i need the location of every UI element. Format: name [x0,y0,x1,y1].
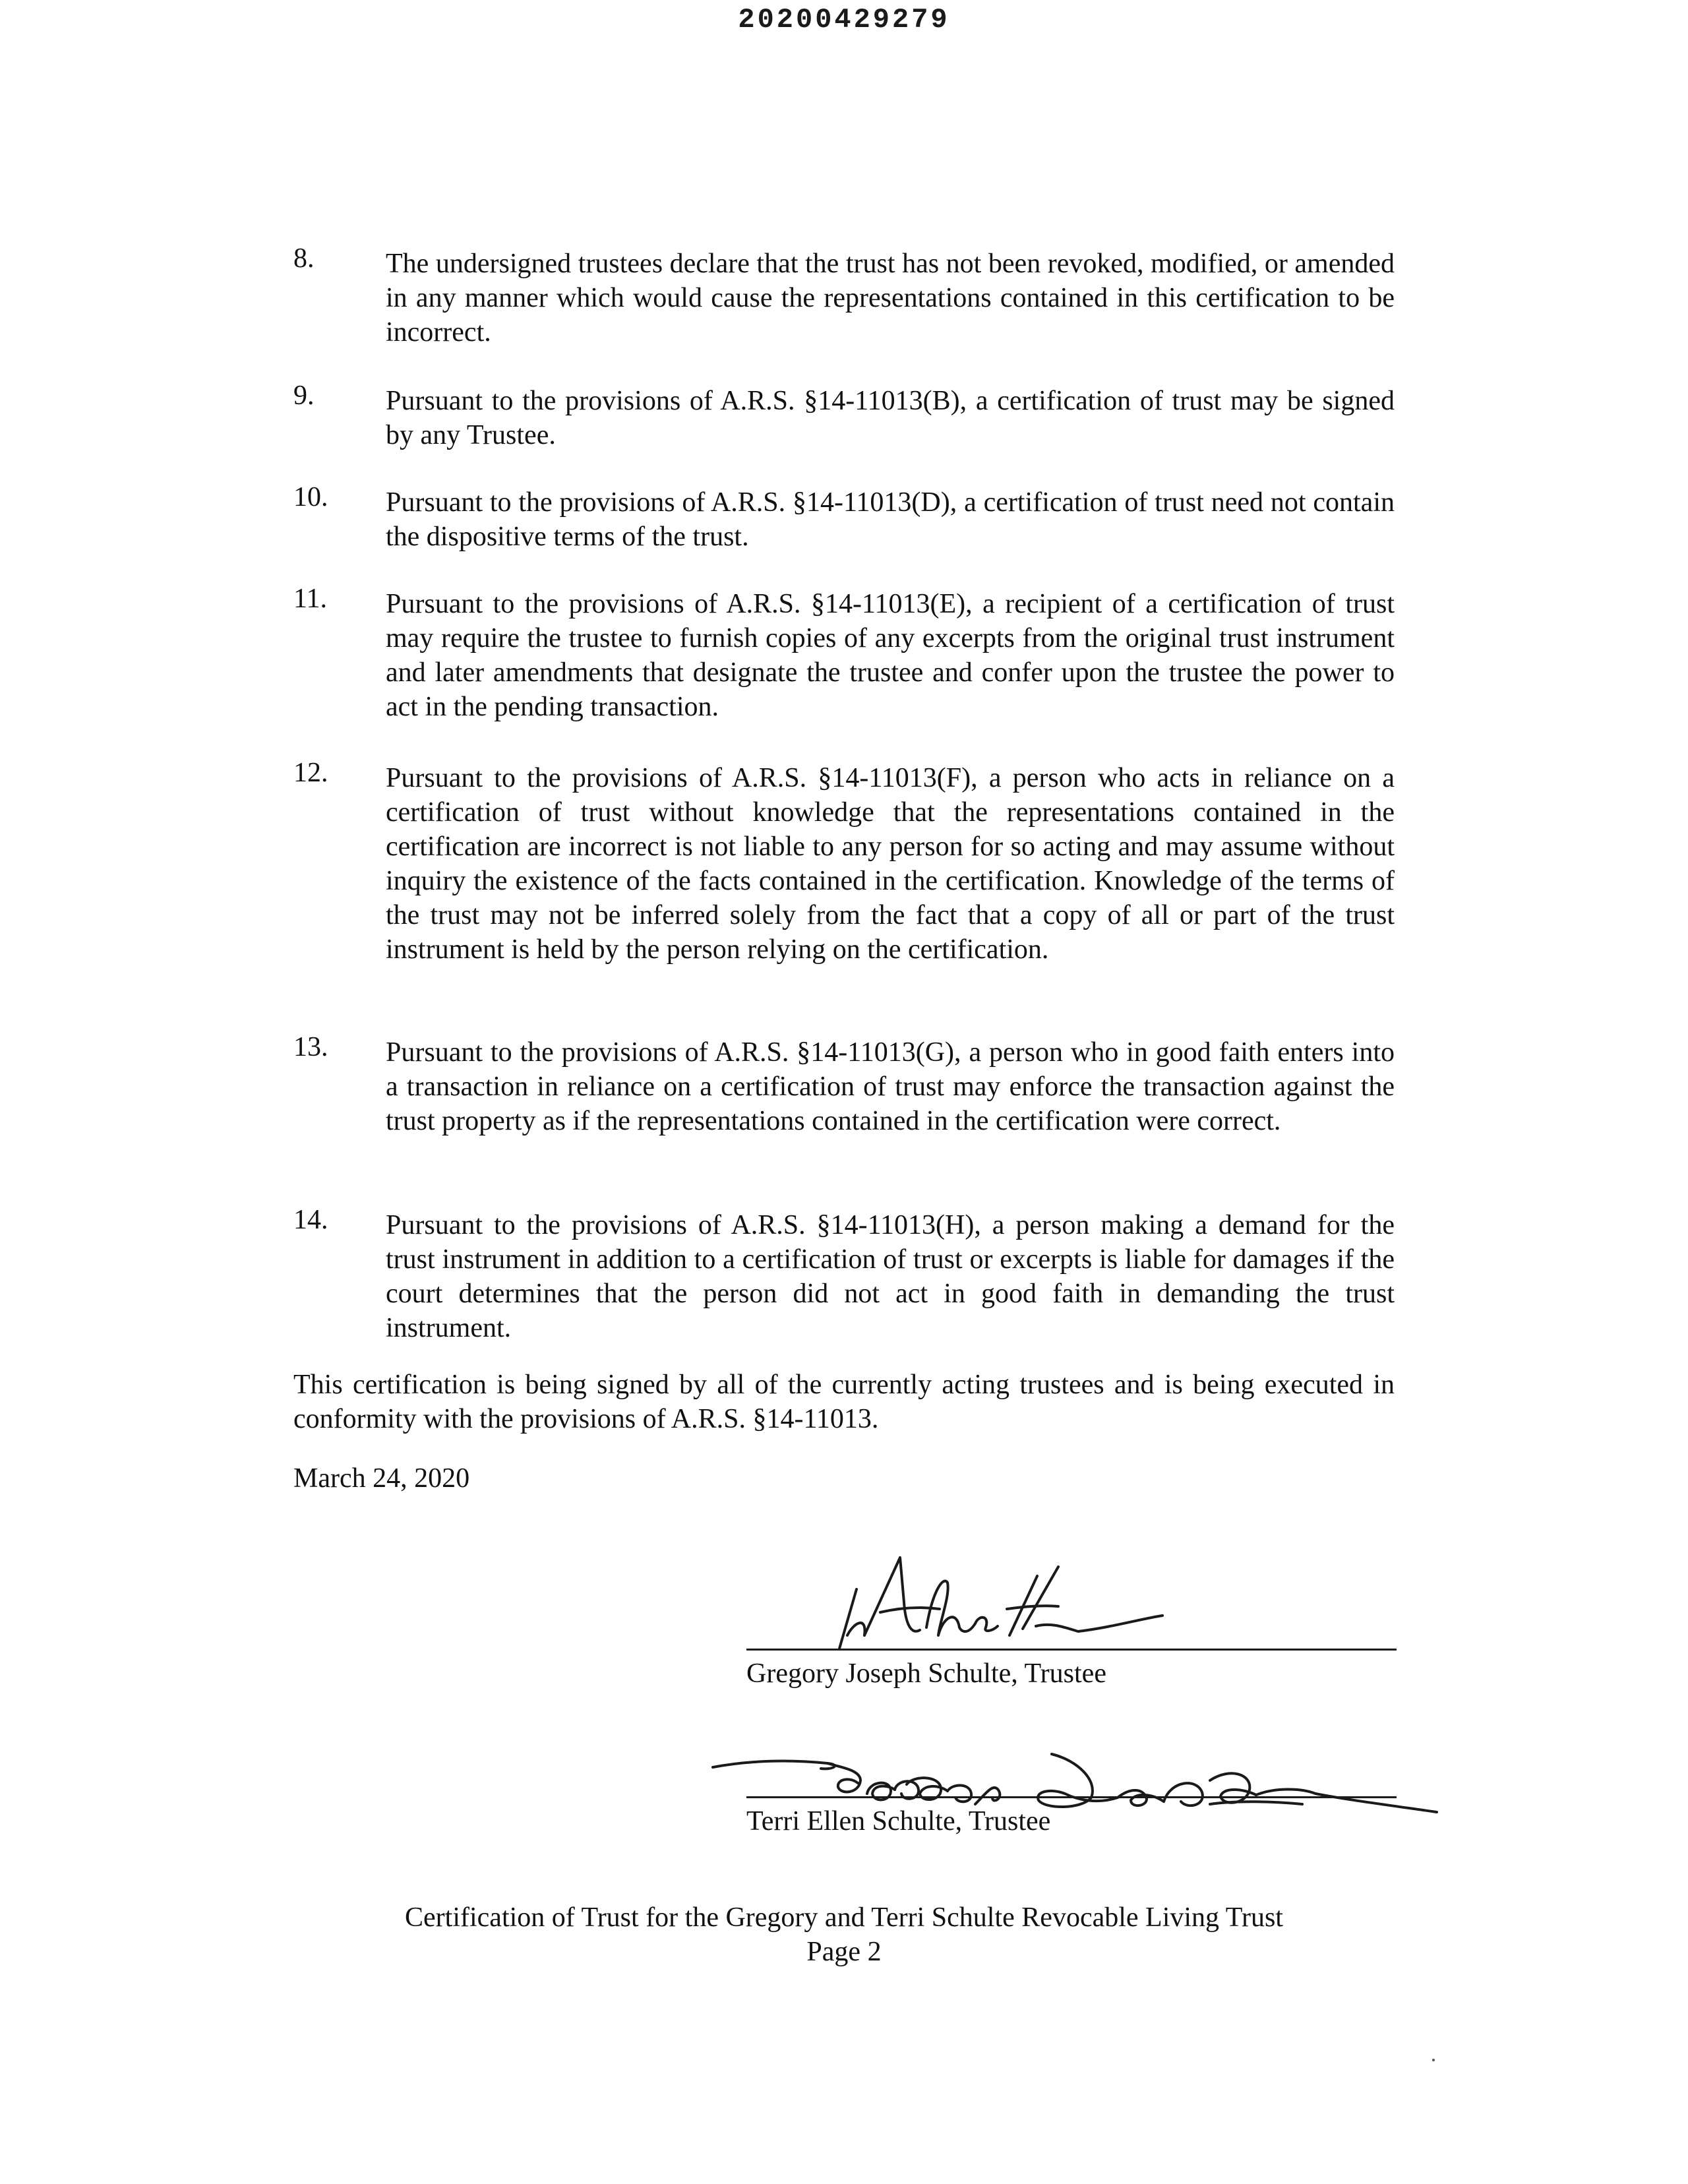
paragraph-text: The undersigned trustees declare that the trust has not been revoked, modified, or amended in any manner which would cause the representations contained in this certification to be incorrect. [386,249,1395,348]
paragraph-text: Pursuant to the provisions of A.R.S. §14-11013(H), a person making a demand for the trust instrument in addition to a certification of trust or excerpts is liable for damages if the court determines that the person did not act in good faith in demanding the trust instrument. [386,1210,1395,1343]
paragraph-number: 8. [293,243,315,274]
paragraph-number: 14. [293,1205,328,1235]
signature-line-1 [746,1649,1397,1651]
footer-page-number: Page 2 [806,1937,882,1967]
closing-statement: This certification is being signed by all of the currently acting trustees and is being executed in conformity with the provisions of A.R.S. §14-11013. [293,1370,1395,1434]
signature-line-2 [746,1796,1397,1798]
paragraph-text: Pursuant to the provisions of A.R.S. §14-11013(F), a person who acts in reliance on a certification of trust without knowledge that the representations contained in the certification are incorrect is not liable to any person for so acting and may assume without inquiry the existence of the facts contained in the certification. Knowledge of the terms of the trust may not be inferred solely from the fact that a copy of all or part of the trust instrument is held by the person relying on the certification. [386,763,1395,965]
paragraph-number: 10. [293,482,328,512]
paragraph-number: 13. [293,1032,328,1062]
paragraph-number: 9. [293,380,315,411]
paragraph-number: 12. [293,758,328,788]
paragraph-number: 11. [293,584,327,614]
document-date: March 24, 2020 [293,1463,470,1494]
paragraph-text: Pursuant to the provisions of A.R.S. §14-11013(D), a certification of trust need not contain the dispositive terms of the trust. [386,487,1395,552]
paragraph-text: Pursuant to the provisions of A.R.S. §14-11013(G), a person who in good faith enters into a transaction in reliance on a certification of trust may enforce the transaction against the trust property as if the representations contained in the certification were correct. [386,1037,1395,1136]
signer-name-terri: Terri Ellen Schulte, Trustee [746,1806,1051,1836]
recording-number: 20200429279 [738,4,950,36]
signer-name-gregory: Gregory Joseph Schulte, Trustee [746,1658,1106,1689]
paragraph-text: Pursuant to the provisions of A.R.S. §14-11013(B), a certification of trust may be signed by any Trustee. [386,386,1395,450]
footer-document-title: Certification of Trust for the Gregory and Terri Schulte Revocable Living Trust [405,1902,1283,1933]
scan-speck [1432,2059,1435,2061]
signature-gregory-schulte [828,1550,1170,1662]
paragraph-text: Pursuant to the provisions of A.R.S. §14-11013(E), a recipient of a certification of trust may require the trustee to furnish copies of any excerpts from the original trust instrument and later amendments that designate the trustee and confer upon the trustee the power to act in the pending transaction. [386,589,1395,722]
